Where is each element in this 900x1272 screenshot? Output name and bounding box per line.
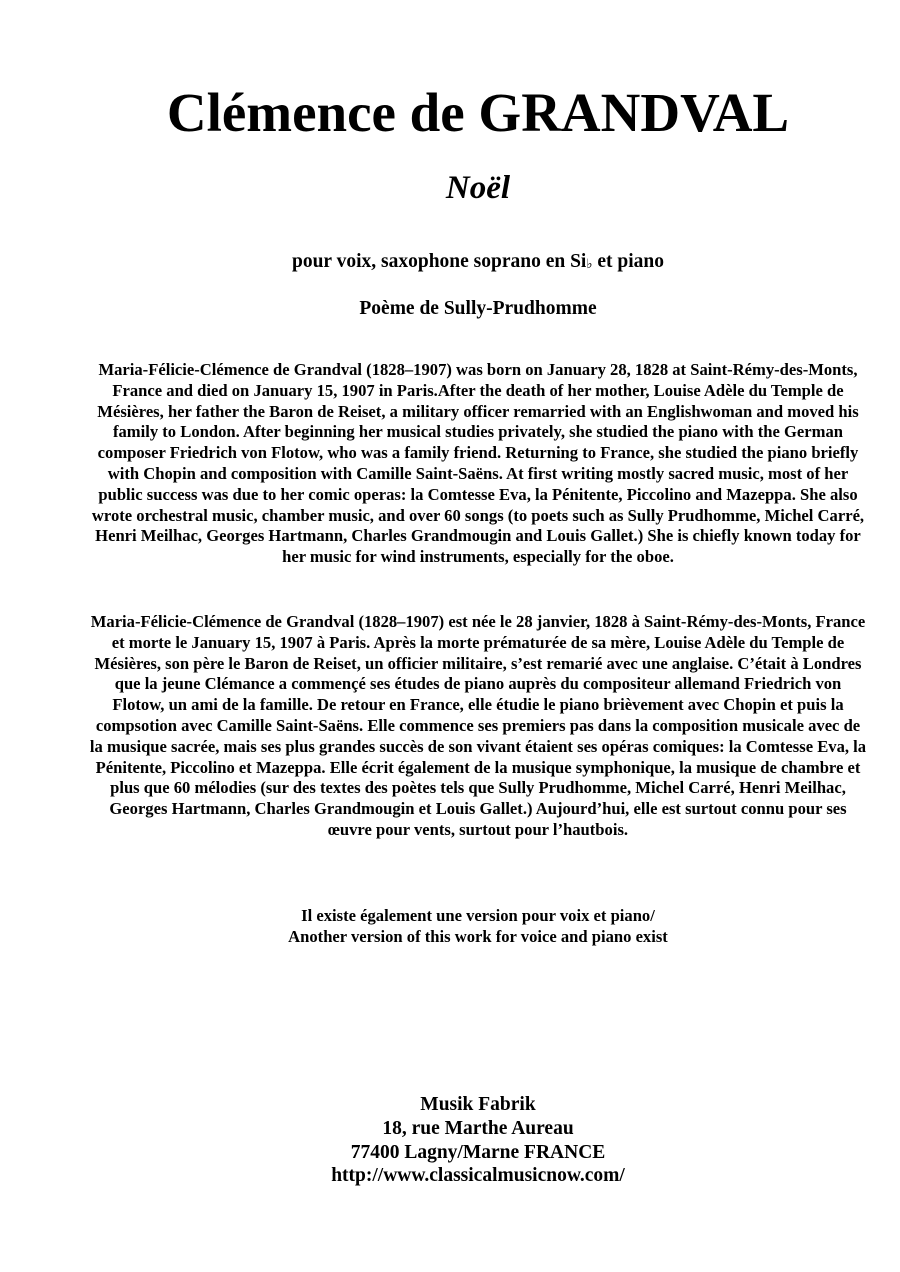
biography-english: Maria-Félicie-Clémence de Grandval (1828–1907) was born on January 28, 1828 at Saint-Rémy-des-Monts, France and died on January 15, 1907 in Paris.After the death of her mother, Louise Adèle du Temple de Mésières, her father the Baron de Reiset, a military officer remarried with an Englishwoman and moved his family to London. After beginning her musical studies privately, she studied the piano with the German composer Friedrich von Flotow, who was a family friend. Returning to France, she studied the piano briefly with Chopin and composition with Camille Saint-Saëns. At first writing mostly sacred music, most of her public success was due to her comic operas: la Comtesse Eva, la Pénitente, Piccolino and Mazeppa. She also wrote orchestral music, chamber music, and over 60 songs (to poets such as Sully Prudhomme, Michel Carré, Henri Meilhac, Georges Hartmann, Charles Grandmougin and Louis Gallet.) She is chiefly known today for her music for wind instruments, especially for the oboe. — [91, 360, 865, 567]
publisher-name: Musik Fabrik — [420, 1094, 536, 1115]
publisher-url[interactable]: http://www.classicalmusicnow.com/ — [331, 1165, 625, 1187]
work-title: Noël — [445, 170, 511, 206]
poem-credit: Poème de Sully-Prudhomme — [359, 298, 597, 319]
biography-french: Maria-Félicie-Clémence de Grandval (1828–1907) est née le 28 janvier, 1828 à Saint-Rémy-des-Monts, France et morte le January 15, 1907 à Paris. Après la morte prématurée de sa mère, Louise Adèle du Temple de Mésières, son père le Baron de Reiset, un officier militaire, s’est remarié avec une anglaise. C’était à Londres que la jeune Clémance a commençé ses études de piano auprès du compositeur allemand Friedrich von Flotow, un ami de la famille. De retour en France, elle étudie le piano brièvement avec Chopin et puis la compsotion avec Camille Saint-Saëns. Elle commence ses premiers pas dans la composition musicale avec de la musique sacrée, mais ses plus grandes succès de son vivant étaient ses opéras comiques: la Comtesse Eva, la Pénitente, Piccolino et Mazeppa. Elle écrit également de la musique symphonique, la musique de chambre et plus que 60 mélodies (sur des textes des poètes tels que Sully Prudhomme, Michel Carré, Henri Meilhac, Georges Hartmann, Charles Grandmougin et Louis Gallet.) Aujourd’hui, elle est surtout connu pour ses œuvre pour vents, surtout pour l’hautbois. — [89, 612, 867, 839]
version-note — [0, 905, 900, 947]
instrumentation-text: pour voix, saxophone soprano en Si — [291, 251, 587, 272]
publisher-city: 77400 Lagny/Marne FRANCE — [350, 1141, 606, 1163]
publisher-street: 18, rue Marthe Aureau — [382, 1117, 574, 1139]
version-note-english: Another version of this work for voice and piano exist — [288, 927, 668, 946]
publisher-block — [0, 1093, 900, 1188]
composer-name: Clémence de GRANDVAL — [166, 82, 790, 143]
instrumentation — [0, 250, 900, 277]
instrumentation-text-end: et piano — [592, 251, 665, 272]
flat-symbol: ♭ — [586, 257, 593, 272]
version-note-french: Il existe également une version pour voix et piano/ — [301, 906, 655, 925]
